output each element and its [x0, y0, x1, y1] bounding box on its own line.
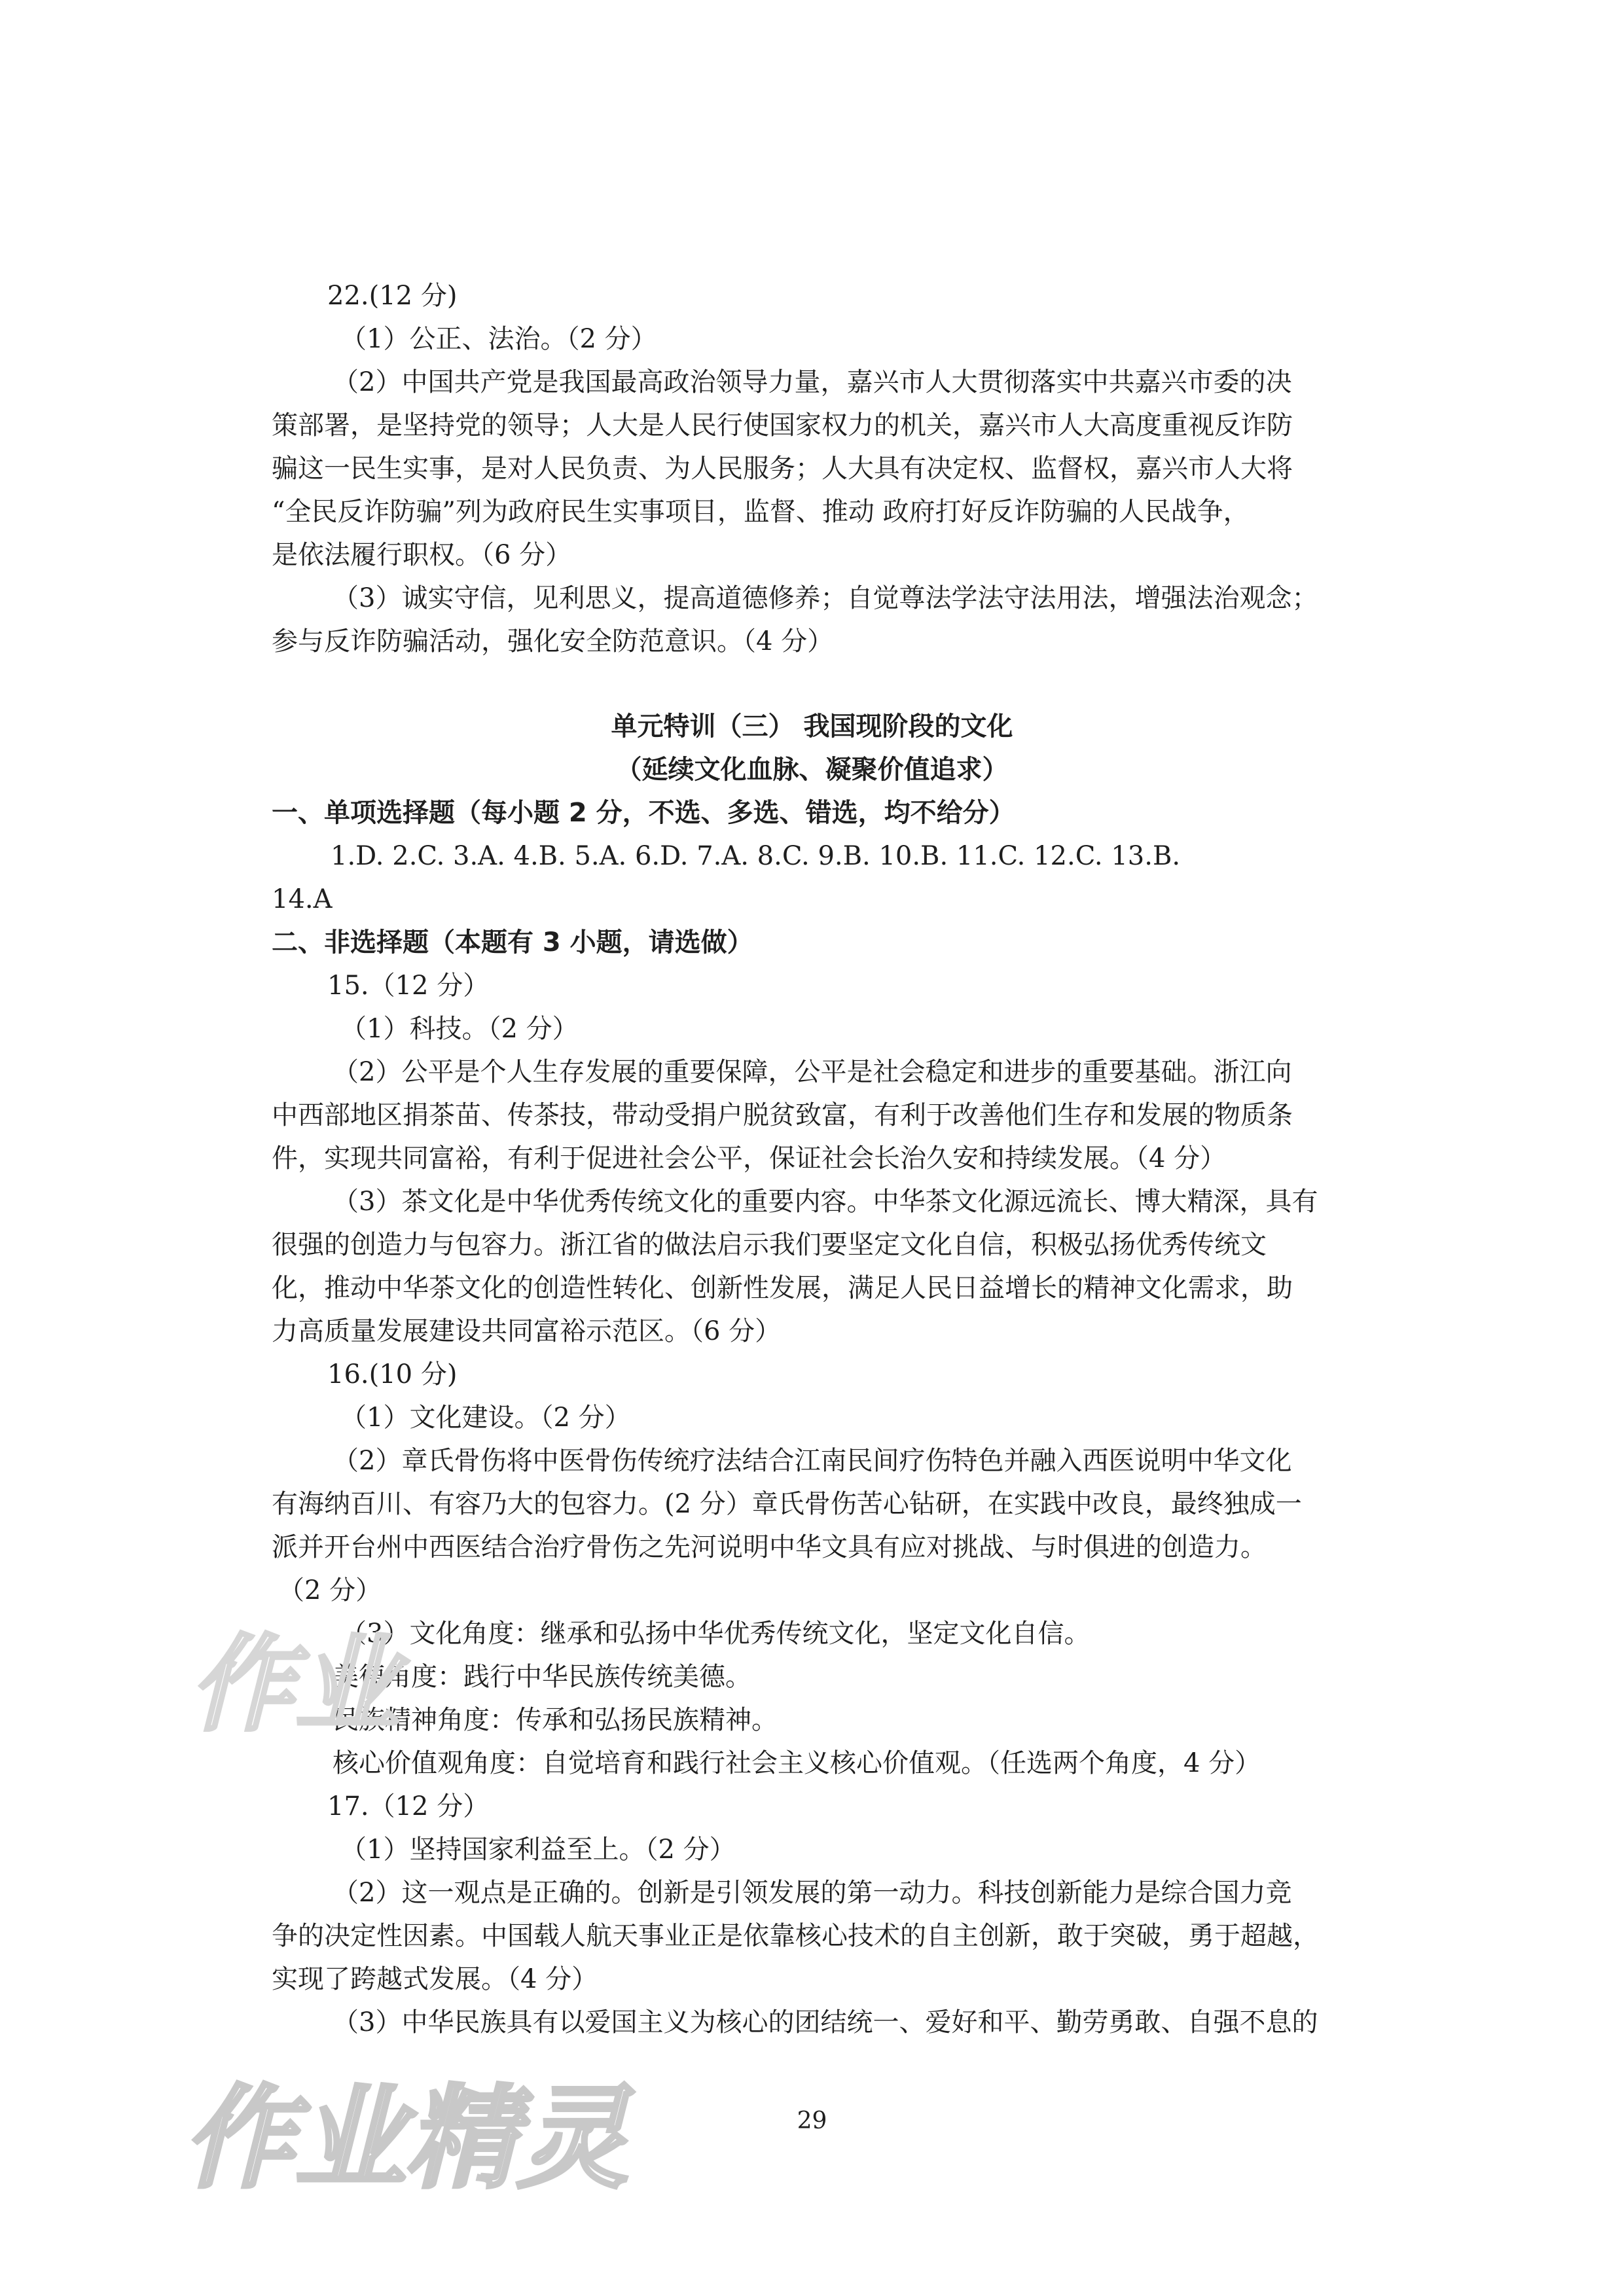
q22-answer-2-line3: 骗这一民生实事，是对人民负责、为人民服务；人大具有决定权、监督权，嘉兴市人大将 [272, 454, 1293, 484]
watermark-partial: 作业 [190, 1623, 400, 1746]
q16-answer-3-line1: （3）文化角度：继承和弘扬中华优秀传统文化，坚定文化自信。 [340, 1619, 1091, 1649]
mc-heading: 一、单项选择题（每小题 2 分，不选、多选、错选，均不给分） [272, 798, 1015, 828]
question-16-header: 16.(10 分) [327, 1359, 458, 1390]
question-15-header: 15.（12 分） [327, 971, 490, 1001]
q17-answer-2-line1: （2）这一观点是正确的。创新是引领发展的第一动力。科技创新能力是综合国力竞 [333, 1878, 1292, 1908]
q17-answer-3-line1: （3）中华民族具有以爱国主义为核心的团结统一、爱好和平、勤劳勇敢、自强不息的 [333, 2007, 1318, 2037]
q16-answer-2-line4: （2 分） [278, 1575, 382, 1605]
q16-answer-2-line1: （2）章氏骨伤将中医骨伤传统疗法结合江南民间疗伤特色并融入西医说明中华文化 [333, 1446, 1292, 1476]
q15-answer-3-line4: 力高质量发展建设共同富裕示范区。（6 分） [272, 1316, 782, 1346]
q17-answer-1: （1）坚持国家利益至上。（2 分） [340, 1835, 736, 1865]
question-22-header: 22.(12 分) [327, 281, 458, 311]
q16-answer-1: （1）文化建设。（2 分） [340, 1403, 631, 1433]
q22-answer-2-line4: “全民反诈防骗”列为政府民生实事项目，监督、推动 政府打好反诈防骗的人民战争， [272, 497, 1250, 527]
q16-answer-2-line3: 派并开台州中西医结合治疗骨伤之先河说明中华文具有应对挑战、与时俱进的创造力。 [272, 1532, 1267, 1562]
q22-answer-1: （1）公正、法治。（2 分） [340, 324, 657, 354]
section-title: 单元特训（三） 我国现阶段的文化 [611, 711, 1013, 742]
non-choice-heading: 二、非选择题（本题有 3 小题，请选做） [272, 927, 753, 958]
q16-answer-3-line3: 民族精神角度：传承和弘扬民族精神。 [333, 1705, 778, 1735]
q16-answer-3-line4: 核心价值观角度：自觉培育和践行社会主义核心价值观。（任选两个角度，4 分） [333, 1748, 1261, 1778]
q22-answer-2-line2: 策部署，是坚持党的领导；人大是人民行使国家权力的机关，嘉兴市人大高度重视反诈防 [272, 410, 1293, 440]
q15-answer-2-line2: 中西部地区捐茶苗、传茶技，带动受捐户脱贫致富，有利于改善他们生存和发展的物质条 [272, 1100, 1293, 1130]
q16-answer-3-line2: 美德角度：践行中华民族传统美德。 [333, 1662, 751, 1692]
q15-answer-3-line3: 化，推动中华茶文化的创造性转化、创新性发展，满足人民日益增长的精神文化需求，助 [272, 1273, 1293, 1303]
q17-answer-2-line3: 实现了跨越式发展。（4 分） [272, 1964, 598, 1994]
q22-answer-3-line1: （3）诚实守信，见利思义，提高道德修养；自觉尊法学法守法用法，增强法治观念； [333, 583, 1318, 613]
question-17-header: 17.（12 分） [327, 1791, 490, 1821]
q16-answer-2-line2: 有海纳百川、有容乃大的包容力。(2 分）章氏骨伤苦心钻研，在实践中改良，最终独成一 [272, 1489, 1302, 1519]
q15-answer-2-line3: 件，实现共同富裕，有利于促进社会公平，保证社会长治久安和持续发展。（4 分） [272, 1143, 1227, 1174]
watermark-logo: 作业精灵 [183, 2074, 629, 2204]
section-subtitle: （延续文化血脉、凝聚价值追求） [615, 755, 1009, 785]
q15-answer-3-line2: 很强的创造力与包容力。浙江省的做法启示我们要坚定文化自信，积极弘扬优秀传统文 [272, 1230, 1267, 1260]
mc-answers-line1: 1.D. 2.C. 3.A. 4.B. 5.A. 6.D. 7.A. 8.C. 9.B. 10.B. 11.C. 12.C. 13.B. [331, 841, 1181, 871]
page-number: 29 [797, 2108, 827, 2134]
q22-answer-2-line5: 是依法履行职权。（6 分） [272, 540, 572, 570]
q15-answer-1: （1）科技。（2 分） [340, 1014, 579, 1044]
q22-answer-2-line1: （2）中国共产党是我国最高政治领导力量，嘉兴市人大贯彻落实中共嘉兴市委的决 [333, 367, 1292, 397]
q17-answer-2-line2: 争的决定性因素。中国载人航天事业正是依靠核心技术的自主创新，敢于突破，勇于超越， [272, 1921, 1319, 1951]
q22-answer-3-line2: 参与反诈防骗活动，强化安全防范意识。（4 分） [272, 626, 834, 656]
mc-answers-line2: 14.A [272, 884, 333, 914]
q15-answer-3-line1: （3）茶文化是中华优秀传统文化的重要内容。中华茶文化源远流长、博大精深，具有 [333, 1187, 1318, 1217]
q15-answer-2-line1: （2）公平是个人生存发展的重要保障，公平是社会稳定和进步的重要基础。浙江向 [333, 1057, 1292, 1087]
